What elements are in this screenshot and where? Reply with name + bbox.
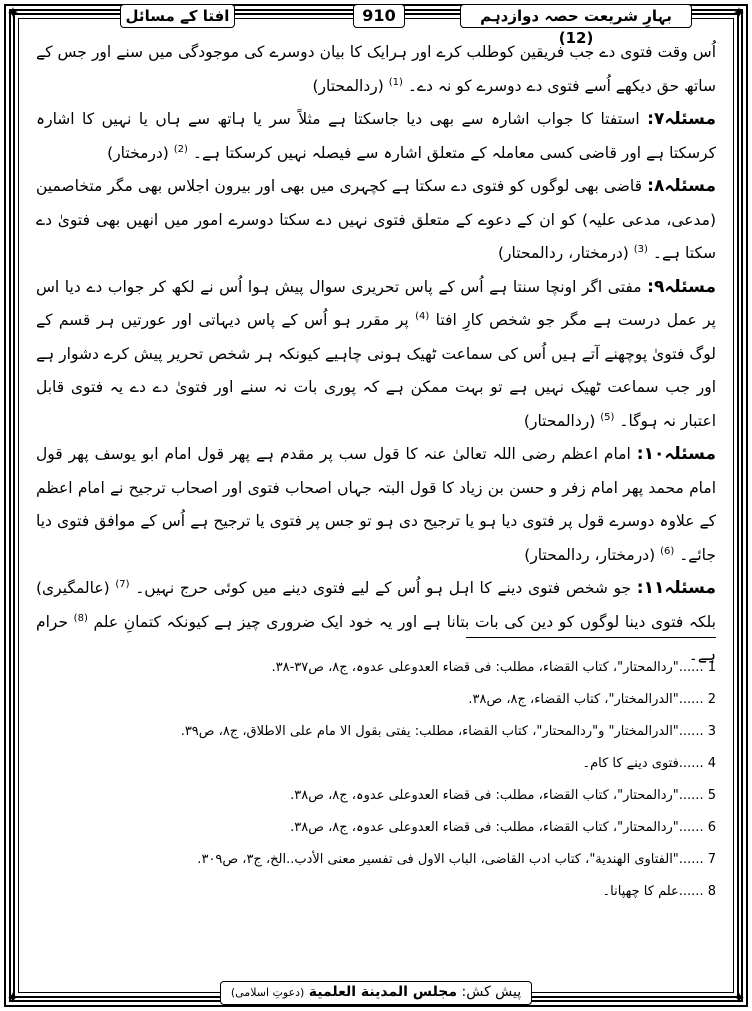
footnote-ref: (5) <box>600 411 615 423</box>
footnote-ref: (4) <box>415 310 430 322</box>
paragraph-text: پر مقرر ہو اُس کے پاس دیہاتی اور عورتیں ہر قسم کے لوگ فتویٰ پوچھنے آتے ہیں اُس کی سماعت ٹھیک ہونی چاہیے کیونکہ ہر شخص تحریر پیش کرے دشوار ہے اور جب سماعت ٹھیک نہیں ہے تو بہت ممکن ہے کہ پوری بات نہ سنے اور فتویٰ دے دے یہ فتوی قابل اعتبار نہ ہوگا۔ <box>36 311 716 430</box>
paragraph-text: قاضی بھی لوگوں کو فتوی دے سکتا ہے کچہری میں بھی اور بیرون اجلاس بھی مگر متخاصمین (مدعی، مدعی علیہ) کو ان کے دعوے کے متعلق فتوی نہیں دے سکتا دوسرے امور میں انھیں بھی فتویٰ دے سکتا ہے۔ <box>36 177 716 262</box>
paragraph-text: مفتی اگر اونچا سنتا ہے اُس کے پاس تحریری سوال پیش ہوا اُس نے لکھ کر جواب دے دیا اس پر عمل درست ہے مگر جو شخص کارِ افتا <box>36 277 716 329</box>
footnotes <box>36 652 716 908</box>
masala-heading: مسئلہ۸: <box>647 176 716 196</box>
publisher-name: مجلس المدینة العلمیة <box>308 984 458 1000</box>
paragraph-text: امام اعظم رضی اللہ تعالیٰ عنہ کا قول سب پر مقدم ہے پھر قول امام ابو یوسف پھر قول امام محمد پھر امام زفر و حسن بن زیاد کا قول البتہ جہاں اصحاب فتوی اور اصحاب ترجیح نے امام اعظم کے علاوہ دوسرے قول پر فتوی دیا ہو یا ترجیح دی ہو تو جس پر فتوی یا ترجیح ہے اُس کے موافق فتوی دیا جائے۔ <box>36 445 716 564</box>
footnote: 5 ......"ردالمحتار"، کتاب القضاء، مطلب: فی قضاء العدوعلی عدوہ، ج۸، ص۳۸. <box>290 788 716 803</box>
source-citation: (ردالمحتار) <box>523 411 596 430</box>
footnote-divider <box>466 637 716 638</box>
source-citation: (درمختار، ردالمحتار) <box>524 545 656 564</box>
footnote: 4 ......فتوی دینے کا کام۔ <box>582 756 716 771</box>
paragraph-text: اُس وقت فتوی دے جب فریقین کوطلب کرے اور ہرایک کا بیان دوسرے کی موجودگی میں سنے اور جس کے ساتھ حق دیکھے اُسے فتوی دے دوسرے کو نہ دے۔ <box>36 43 716 95</box>
corner-ornament-icon: ✦ <box>732 3 746 22</box>
source-citation: (درمختار) <box>107 143 169 162</box>
masala-heading: مسئلہ۹: <box>647 276 716 297</box>
paragraph <box>36 170 716 271</box>
footnote: 1 ......"ردالمحتار"، کتاب القضاء، مطلب: فی قضاء العدوعلی عدوہ، ج۸، ص۳۷-۳۸. <box>271 660 716 675</box>
footnote-ref: (8) <box>73 612 88 624</box>
publisher-org: (دعوتِ اسلامی) <box>230 986 305 999</box>
masala-heading: مسئلہ۱۱: <box>636 578 716 598</box>
paragraph-text: استفتا کا جواب اشارہ سے بھی دیا جاسکتا ہے مثلاً سر یا ہاتھ سے ہاں یا نہیں کا اشارہ کرسکتا ہے اور قاضی کسی معاملہ کے متعلق اشارہ سے فیصلہ نہیں کرسکتا ہے۔ <box>36 110 716 162</box>
paragraph <box>36 36 716 103</box>
footnote: 3 ......"الدرالمختار" و"ردالمحتار"، کتاب القضاء، مطلب: یفتی بقول الا مام علی الاطلاق، ج۸، ص۳۹. <box>180 724 716 739</box>
footnote: 2 ......"الدرالمختار"، کتاب القضاء، ج۸، ص۳۸. <box>468 692 716 707</box>
book-title: بہارِ شریعت حصہ دوازدہم (12) <box>460 4 692 28</box>
footnote: 8 ......علم کا چھپانا۔ <box>602 884 716 899</box>
publisher-box <box>220 981 532 1005</box>
footnote: 7 ......"الفتاوی الهندیة"، کتاب ادب القاضی، الباب الاول فی تفسیر معنی الأدب..الخ، ج۳، ص۳۰۹. <box>197 852 716 867</box>
main-text <box>36 36 716 673</box>
paragraph-text: جو شخص فتوی دینے کا اہل ہو اُس کے لیے فتوی دینے میں کوئی حرج نہیں۔ <box>135 579 632 597</box>
corner-ornament-icon: ✦ <box>6 988 20 1007</box>
paragraph <box>36 103 716 170</box>
page-number: 910 <box>353 4 405 28</box>
footnote: 6 ......"ردالمحتار"، کتاب القضاء، مطلب: فی قضاء العدوعلی عدوہ، ج۸، ص۳۸. <box>290 820 716 835</box>
footnote-ref: (3) <box>633 243 648 255</box>
paragraph <box>36 271 716 439</box>
paragraph <box>36 438 716 572</box>
footnote-ref: (2) <box>173 143 188 155</box>
masala-heading: مسئلہ۷: <box>647 109 716 129</box>
source-citation: (درمختار، ردالمحتار) <box>497 244 629 262</box>
corner-ornament-icon: ✦ <box>6 3 20 22</box>
paragraph-text: حرام ہے۔ <box>36 612 716 664</box>
footnote-ref: (7) <box>115 578 130 590</box>
chapter-title: افتا کے مسائل <box>120 4 235 28</box>
footnote-ref: (1) <box>388 76 403 88</box>
source-citation: (عالمگیری) بلکہ فتوی دینا لوگوں کو دین کی بات بتانا ہے اور یہ خود ایک ضروری چیز ہے کیونکہ کتمانِ علم <box>36 579 716 631</box>
page-header <box>120 4 692 47</box>
corner-ornament-icon: ✦ <box>732 988 746 1007</box>
page-footer <box>0 981 752 1007</box>
footnote-ref: (6) <box>660 545 675 557</box>
masala-heading: مسئلہ۱۰: <box>636 444 716 464</box>
source-citation: (ردالمحتار) <box>312 76 384 95</box>
footer-prefix: پیش کش: <box>461 984 522 1000</box>
